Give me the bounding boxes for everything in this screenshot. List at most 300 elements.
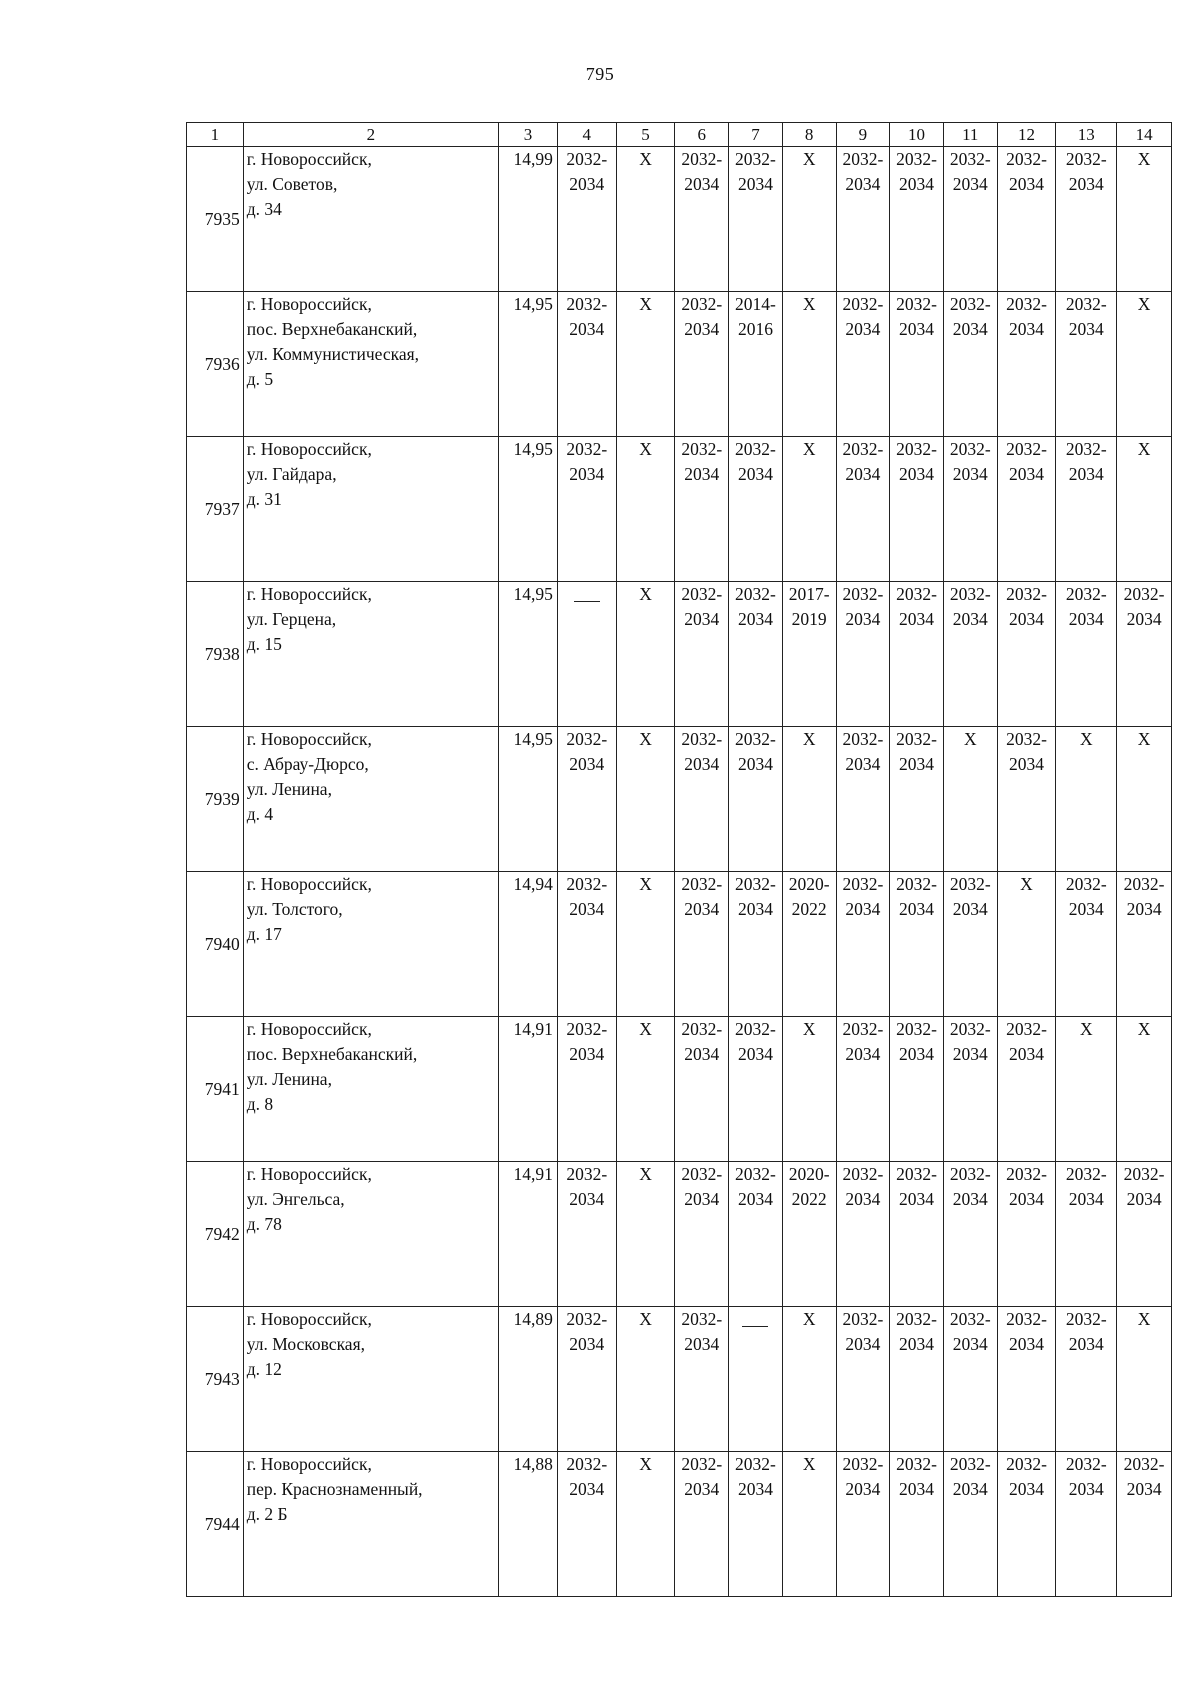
cell-text: 2032- (949, 294, 991, 314)
cell-text: 2032- (842, 584, 884, 604)
cell-text: 2034 (569, 1189, 605, 1209)
cell-text: 2034 (845, 464, 881, 484)
cell-text: 2034 (569, 319, 605, 339)
cell-text: 2034 (684, 1334, 720, 1354)
cell-text: 2032- (896, 1019, 937, 1039)
cell-text: 2034 (899, 1044, 935, 1064)
cell-text: 2034 (899, 1334, 935, 1354)
period-cell-col-14 (1117, 1307, 1172, 1452)
cell-text: X (1137, 729, 1151, 749)
cell-text: 2034 (952, 1044, 988, 1064)
period-cell-col-12 (997, 147, 1056, 292)
period-cell-col-11 (943, 872, 997, 1017)
period-cell-col-12 (997, 582, 1056, 727)
cell-text: 2032- (1065, 874, 1107, 894)
cell-text: 2034 (845, 1044, 881, 1064)
value-cell: 14,99 (499, 147, 558, 292)
cell-text: 2032- (949, 1309, 991, 1329)
cell-text: X (639, 1019, 652, 1039)
page-number: 795 (585, 64, 615, 84)
period-cell-col-5 (616, 727, 675, 872)
cell-text: 2032- (1065, 1164, 1107, 1184)
cell-text: 2034 (899, 609, 935, 629)
dash-mark (742, 1326, 768, 1327)
column-header-14: 14 (1117, 123, 1172, 147)
cell-text: 2032- (1006, 1164, 1047, 1184)
cell-text: X (639, 149, 652, 169)
cell-text: 2032- (896, 1164, 937, 1184)
cell-text: X (639, 729, 652, 749)
period-cell-col-5 (616, 1452, 675, 1597)
cell-text: 2032- (896, 729, 937, 749)
period-cell-col-13 (1056, 1452, 1117, 1597)
cell-text: X (639, 294, 652, 314)
cell-text: 2034 (1068, 1479, 1104, 1499)
address-cell (243, 582, 498, 727)
period-cell-col-10 (890, 1162, 944, 1307)
cell-text: 2034 (845, 609, 881, 629)
table-row (187, 1162, 1172, 1307)
period-cell-col-8 (782, 1017, 836, 1162)
column-header-10: 10 (890, 123, 944, 147)
address-cell (243, 147, 498, 292)
table-row (187, 292, 1172, 437)
cell-text: 2034 (845, 1479, 881, 1499)
cell-text: 2032- (896, 294, 937, 314)
period-cell-col-12 (997, 872, 1056, 1017)
cell-text: X (1137, 294, 1151, 314)
cell-text: 2032- (1065, 294, 1107, 314)
cell-text: 2034 (569, 754, 605, 774)
address-line: г. Новороссийск, (246, 439, 372, 459)
period-cell-col-5 (616, 437, 675, 582)
cell-text: X (1137, 1019, 1151, 1039)
period-cell-col-12 (997, 1162, 1056, 1307)
period-cell-col-7 (729, 437, 783, 582)
cell-text: 2034 (1008, 464, 1044, 484)
cell-text: 2032- (566, 874, 608, 894)
period-cell-col-7 (729, 292, 783, 437)
cell-text: 2032- (896, 584, 937, 604)
period-cell-col-12 (997, 1307, 1056, 1452)
table-row (187, 1452, 1172, 1597)
cell-text: 2034 (1008, 754, 1044, 774)
cell-text: 2034 (1126, 609, 1162, 629)
cell-text: 2032- (1123, 1454, 1165, 1474)
address-line: ул. Советов, (246, 174, 338, 194)
cell-text: 2032- (1006, 729, 1047, 749)
cell-text: 2034 (1008, 174, 1044, 194)
cell-text: 2034 (1126, 1189, 1162, 1209)
period-cell-col-5 (616, 1017, 675, 1162)
cell-text: 2032- (735, 439, 776, 459)
cell-text: X (639, 1164, 652, 1184)
cell-text: 2034 (737, 754, 773, 774)
period-cell-col-12 (997, 727, 1056, 872)
value-cell: 14,95 (499, 292, 558, 437)
period-cell-col-8 (782, 1452, 836, 1597)
address-cell (243, 1307, 498, 1452)
cell-text: 2032- (566, 1164, 608, 1184)
header-row (187, 123, 1172, 147)
period-cell-col-6 (675, 1307, 729, 1452)
cell-text: X (639, 439, 652, 459)
cell-text: 2032- (1006, 1454, 1047, 1474)
address-line: пос. Верхнебаканский, (246, 1044, 418, 1064)
period-cell-col-6 (675, 437, 729, 582)
period-cell-col-10 (890, 872, 944, 1017)
cell-text: 2034 (845, 1334, 881, 1354)
period-cell-col-14 (1117, 1162, 1172, 1307)
value-cell: 14,95 (499, 582, 558, 727)
column-header-1: 1 (187, 123, 244, 147)
address-line: ул. Ленина, (246, 779, 332, 799)
cell-text: 2032- (896, 1309, 937, 1329)
cell-text: 2034 (1068, 174, 1104, 194)
cell-text: 2032- (1065, 1454, 1107, 1474)
period-cell-col-10 (890, 1452, 944, 1597)
cell-text: 2034 (569, 1479, 605, 1499)
cell-text: 2032- (842, 729, 884, 749)
value-cell: 14,91 (499, 1017, 558, 1162)
period-cell-col-4 (557, 1017, 616, 1162)
period-cell-col-11 (943, 1017, 997, 1162)
period-cell-col-9 (836, 727, 890, 872)
row-number: 7937 (187, 437, 244, 582)
cell-text: 2034 (899, 464, 935, 484)
table-row (187, 437, 1172, 582)
address-cell (243, 1452, 498, 1597)
cell-text: 2032- (1006, 1309, 1047, 1329)
cell-text: X (1137, 439, 1151, 459)
cell-text: 2032- (566, 439, 608, 459)
period-cell-col-10 (890, 727, 944, 872)
cell-text: 2032- (681, 294, 723, 314)
cell-text: 2032- (681, 584, 723, 604)
cell-text: 2034 (1008, 1479, 1044, 1499)
cell-text: X (963, 729, 977, 749)
address-line: г. Новороссийск, (246, 1454, 372, 1474)
cell-text: 2034 (684, 319, 720, 339)
cell-text: 2034 (684, 1479, 720, 1499)
cell-text: 2032- (896, 149, 937, 169)
address-line: пос. Верхнебаканский, (246, 319, 418, 339)
period-cell-col-11 (943, 147, 997, 292)
row-number: 7942 (187, 1162, 244, 1307)
cell-text: 2032- (842, 874, 884, 894)
value-cell: 14,89 (499, 1307, 558, 1452)
row-number: 7938 (187, 582, 244, 727)
cell-text: 2034 (845, 754, 881, 774)
cell-text: 2034 (1126, 899, 1162, 919)
cell-text: 2034 (569, 1334, 605, 1354)
address-line: г. Новороссийск, (246, 874, 372, 894)
cell-text: X (802, 1019, 816, 1039)
cell-text: 2032- (949, 584, 991, 604)
period-cell-col-4 (557, 437, 616, 582)
cell-text: 2032- (1123, 874, 1165, 894)
cell-text: 2034 (952, 319, 988, 339)
cell-text: 2034 (1068, 609, 1104, 629)
period-cell-col-5 (616, 292, 675, 437)
row-number: 7940 (187, 872, 244, 1017)
cell-text: 2032- (566, 1019, 608, 1039)
address-line: д. 12 (246, 1359, 282, 1379)
row-number: 7944 (187, 1452, 244, 1597)
period-cell-col-10 (890, 292, 944, 437)
cell-text: X (802, 439, 816, 459)
cell-text: 2032- (1006, 584, 1047, 604)
period-cell-col-11 (943, 1307, 997, 1452)
cell-text: 2034 (569, 464, 605, 484)
cell-text: 2034 (952, 1479, 988, 1499)
cell-text: 2032- (566, 1309, 608, 1329)
period-cell-col-9 (836, 1452, 890, 1597)
cell-text: 2014- (735, 294, 776, 314)
cell-text: 2032- (1065, 584, 1107, 604)
cell-text: X (802, 729, 816, 749)
row-number: 7936 (187, 292, 244, 437)
cell-text: X (1079, 1019, 1093, 1039)
cell-text: X (802, 1454, 816, 1474)
period-cell-col-10 (890, 1017, 944, 1162)
column-header-3: 3 (499, 123, 558, 147)
cell-text: 2034 (1068, 1189, 1104, 1209)
cell-text: 2032- (949, 874, 991, 894)
cell-text: X (639, 584, 652, 604)
cell-text: 2034 (1008, 1189, 1044, 1209)
column-header-13: 13 (1056, 123, 1117, 147)
period-cell-col-12 (997, 292, 1056, 437)
cell-text: 2034 (737, 464, 773, 484)
address-cell (243, 872, 498, 1017)
period-cell-col-7 (729, 582, 783, 727)
cell-text: 2034 (845, 174, 881, 194)
cell-text: 2032- (735, 1164, 776, 1184)
column-header-4: 4 (557, 123, 616, 147)
cell-text: 2032- (842, 1454, 884, 1474)
period-cell-col-4 (557, 1307, 616, 1452)
cell-text: 2032- (842, 1164, 884, 1184)
cell-text: 2032- (896, 874, 937, 894)
period-cell-col-8 (782, 437, 836, 582)
address-cell (243, 1017, 498, 1162)
period-cell-col-8 (782, 872, 836, 1017)
value-cell: 14,95 (499, 727, 558, 872)
cell-text: 2032- (735, 1454, 776, 1474)
cell-text: X (639, 874, 652, 894)
cell-text: 2034 (569, 899, 605, 919)
address-cell (243, 1162, 498, 1307)
cell-text: 2032- (949, 1164, 991, 1184)
cell-text: 2032- (842, 1309, 884, 1329)
period-cell-col-6 (675, 1017, 729, 1162)
period-cell-col-11 (943, 292, 997, 437)
cell-text: X (1137, 149, 1151, 169)
column-header-6: 6 (675, 123, 729, 147)
address-line: ул. Ленина, (246, 1069, 332, 1089)
address-line: г. Новороссийск, (246, 729, 372, 749)
cell-text: 2032- (1006, 149, 1047, 169)
address-line: д. 17 (246, 924, 282, 944)
period-cell-col-14 (1117, 1017, 1172, 1162)
period-cell-col-14 (1117, 292, 1172, 437)
period-cell-col-11 (943, 582, 997, 727)
address-cell (243, 292, 498, 437)
cell-text: 2019 (791, 609, 827, 629)
period-cell-col-9 (836, 1017, 890, 1162)
cell-text: 2034 (952, 464, 988, 484)
period-cell-col-8 (782, 147, 836, 292)
cell-text: 2034 (899, 899, 935, 919)
period-cell-col-7 (729, 1307, 783, 1452)
period-cell-col-13 (1056, 147, 1117, 292)
period-cell-col-7 (729, 872, 783, 1017)
address-line: ул. Герцена, (246, 609, 337, 629)
table-row (187, 727, 1172, 872)
cell-text: 2032- (1123, 584, 1165, 604)
period-cell-col-6 (675, 872, 729, 1017)
address-line: г. Новороссийск, (246, 294, 372, 314)
cell-text: 2032- (949, 1454, 991, 1474)
cell-text: 2034 (1008, 1044, 1044, 1064)
cell-text: X (1020, 874, 1033, 894)
register-table (186, 122, 1172, 1597)
cell-text: 2032- (896, 1454, 937, 1474)
period-cell-col-14 (1117, 1452, 1172, 1597)
period-cell-col-5 (616, 147, 675, 292)
period-cell-col-13 (1056, 1162, 1117, 1307)
period-cell-col-9 (836, 292, 890, 437)
period-cell-col-8 (782, 292, 836, 437)
column-header-2: 2 (243, 123, 498, 147)
period-cell-col-7 (729, 727, 783, 872)
period-cell-col-6 (675, 727, 729, 872)
column-header-12: 12 (997, 123, 1056, 147)
cell-text: 2032- (735, 1019, 776, 1039)
cell-text: 2034 (899, 1479, 935, 1499)
cell-text: 2034 (1126, 1479, 1162, 1499)
column-header-7: 7 (729, 123, 783, 147)
cell-text: 2034 (899, 319, 935, 339)
address-line: г. Новороссийск, (246, 1164, 372, 1184)
period-cell-col-4 (557, 147, 616, 292)
cell-text: 2032- (1123, 1164, 1165, 1184)
cell-text: 2034 (952, 609, 988, 629)
period-cell-col-4 (557, 1452, 616, 1597)
period-cell-col-14 (1117, 727, 1172, 872)
period-cell-col-4 (557, 582, 616, 727)
cell-text: 2032- (735, 584, 776, 604)
period-cell-col-9 (836, 582, 890, 727)
period-cell-col-4 (557, 292, 616, 437)
row-number: 7935 (187, 147, 244, 292)
cell-text: 2034 (569, 174, 605, 194)
cell-text: 2022 (791, 1189, 827, 1209)
address-line: д. 8 (246, 1094, 274, 1114)
cell-text: 2034 (684, 174, 720, 194)
period-cell-col-6 (675, 292, 729, 437)
cell-text: 2034 (1008, 319, 1044, 339)
address-line: д. 31 (246, 489, 282, 509)
value-cell: 14,94 (499, 872, 558, 1017)
cell-text: 2034 (684, 1189, 720, 1209)
cell-text: 2032- (566, 1454, 608, 1474)
cell-text: 2034 (569, 1044, 605, 1064)
row-number: 7939 (187, 727, 244, 872)
cell-text: 2032- (735, 729, 776, 749)
cell-text: X (1137, 1309, 1151, 1329)
cell-text: 2034 (737, 609, 773, 629)
cell-text: 2034 (899, 174, 935, 194)
value-cell: 14,88 (499, 1452, 558, 1597)
address-line: д. 15 (246, 634, 282, 654)
cell-text: 2034 (952, 174, 988, 194)
column-header-8: 8 (782, 123, 836, 147)
period-cell-col-13 (1056, 1017, 1117, 1162)
cell-text: 2034 (1068, 1334, 1104, 1354)
column-header-11: 11 (943, 123, 997, 147)
value-cell: 14,91 (499, 1162, 558, 1307)
cell-text: 2032- (896, 439, 937, 459)
cell-text: X (802, 294, 816, 314)
cell-text: 2034 (1008, 609, 1044, 629)
address-line: д. 78 (246, 1214, 282, 1234)
address-line: г. Новороссийск, (246, 584, 372, 604)
period-cell-col-4 (557, 1162, 616, 1307)
period-cell-col-6 (675, 147, 729, 292)
cell-text: 2032- (842, 1019, 884, 1039)
period-cell-col-13 (1056, 582, 1117, 727)
cell-text: 2032- (842, 149, 884, 169)
period-cell-col-5 (616, 872, 675, 1017)
cell-text: 2032- (681, 439, 723, 459)
period-cell-col-10 (890, 1307, 944, 1452)
period-cell-col-8 (782, 1162, 836, 1307)
column-header-9: 9 (836, 123, 890, 147)
period-cell-col-5 (616, 1162, 675, 1307)
cell-text: 2032- (735, 149, 776, 169)
cell-text: 2034 (1008, 1334, 1044, 1354)
cell-text: 2032- (1006, 294, 1047, 314)
cell-text: 2017- (788, 584, 830, 604)
cell-text: 2034 (952, 1189, 988, 1209)
table-row (187, 1307, 1172, 1452)
period-cell-col-7 (729, 1017, 783, 1162)
cell-text: 2034 (845, 1189, 881, 1209)
cell-text: 2034 (737, 174, 773, 194)
cell-text: 2034 (737, 899, 773, 919)
cell-text: X (1079, 729, 1093, 749)
cell-text: 2032- (1006, 439, 1047, 459)
cell-text: 2034 (1068, 464, 1104, 484)
table-row (187, 872, 1172, 1017)
period-cell-col-8 (782, 1307, 836, 1452)
cell-text: 2032- (1065, 439, 1107, 459)
period-cell-col-13 (1056, 1307, 1117, 1452)
address-line: ул. Энгельса, (246, 1189, 345, 1209)
cell-text: 2032- (842, 294, 884, 314)
period-cell-col-11 (943, 1162, 997, 1307)
cell-text: 2032- (681, 1454, 723, 1474)
cell-text: 2034 (1068, 899, 1104, 919)
cell-text: X (802, 1309, 816, 1329)
cell-text: 2034 (684, 464, 720, 484)
cell-text: 2032- (949, 1019, 991, 1039)
address-line: ул. Толстого, (246, 899, 343, 919)
period-cell-col-14 (1117, 582, 1172, 727)
period-cell-col-5 (616, 1307, 675, 1452)
